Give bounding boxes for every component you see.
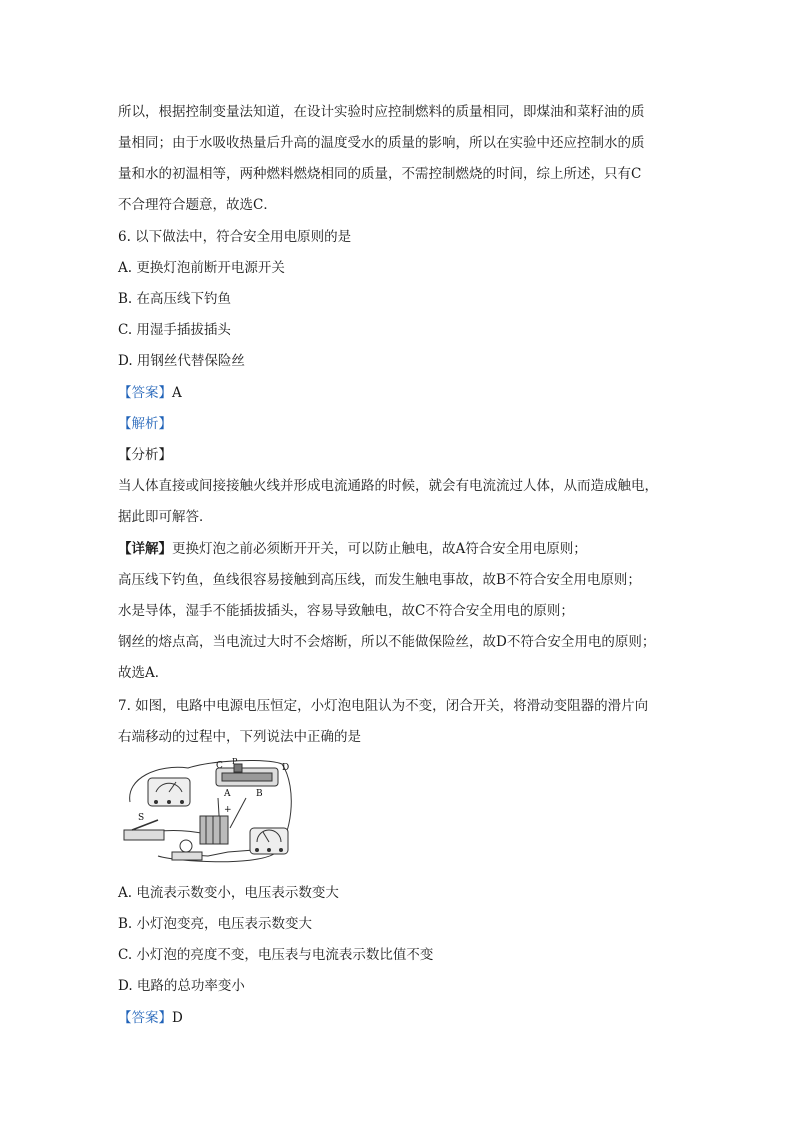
xiangjie-line-3: 水是导体，湿手不能插拔插头，容易导致触电，故C不符合安全用电的原则；	[118, 603, 574, 619]
xiangjie-line-5: 故选A．	[118, 665, 169, 681]
label-d: D	[282, 763, 290, 773]
q6-option-d: D. 用钢丝代替保险丝	[118, 353, 245, 369]
xiangjie-text-1: 更换灯泡之前必须断开开关，可以防止触电，故A符合安全用电原则；	[172, 541, 587, 557]
label-p: P	[232, 758, 238, 766]
q7-option-a: A. 电流表示数变小，电压表示数变大	[118, 885, 339, 901]
q7-answer-value: D	[172, 1010, 183, 1026]
prev-explanation-line-4: 不合理符合题意，故选C．	[118, 197, 277, 213]
label-b: B	[256, 789, 263, 799]
q6-stem: 6. 以下做法中，符合安全用电原则的是	[118, 229, 352, 245]
q7-option-c: C. 小灯泡的亮度不变，电压表与电流表示数比值不变	[118, 947, 434, 963]
q6-option-c: C. 用湿手插拔插头	[118, 322, 231, 338]
switch-icon	[124, 813, 164, 840]
fenxi-line-1: 当人体直接或间接接触火线并形成电流通路的时候，就会有电流流过人体，从而造成触电，	[118, 478, 658, 494]
q7-stem-line-1: 7. 如图，电路中电源电压恒定，小灯泡电阻认为不变，闭合开关，将滑动变阻器的滑片向	[118, 698, 649, 714]
prev-explanation-line-3: 量和水的初温相等，两种燃料燃烧相同的质量，不需控制燃烧的时间，综上所述，只有C	[118, 166, 642, 182]
xiangjie-line-4: 钢丝的熔点高，当电流过大时不会熔断，所以不能做保险丝，故D不符合安全用电的原则；	[118, 634, 656, 650]
label-s: S	[138, 813, 145, 823]
q6-answer-line	[118, 384, 182, 402]
q6-option-a: A. 更换灯泡前断开电源开关	[118, 260, 285, 276]
voltmeter-icon	[148, 778, 190, 806]
rheostat-icon	[216, 758, 289, 799]
xiangjie-line-1	[118, 540, 587, 558]
label-c: C	[216, 761, 223, 771]
fenxi-line-2: 据此即可解答．	[118, 509, 213, 525]
q7-stem-line-2: 右端移动的过程中，下列说法中正确的是	[118, 729, 361, 745]
xiangjie-line-2: 高压线下钓鱼，鱼线很容易接触到高压线，而发生触电事故，故B不符合安全用电原则；	[118, 572, 641, 588]
label-plus: +	[224, 805, 232, 815]
prev-explanation-line-1: 所以，根据控制变量法知道，在设计实验时应控制燃料的质量相同，即煤油和菜籽油的质	[118, 104, 645, 120]
ammeter-icon	[250, 828, 288, 854]
prev-explanation-line-2: 量相同；由于水吸收热量后升高的温度受水的质量的影响，所以在实验中还应控制水的质	[118, 135, 645, 151]
q7-answer-line	[118, 1009, 183, 1027]
circuit-figure	[118, 758, 298, 870]
xiangjie-tag: 【详解】	[118, 541, 172, 557]
bulb-icon	[172, 840, 202, 860]
jiexi-tag: 【解析】	[118, 416, 172, 432]
answer-tag: 【答案】	[118, 385, 172, 401]
fenxi-tag: 【分析】	[118, 447, 172, 463]
q7-answer-tag: 【答案】	[118, 1010, 172, 1026]
q7-option-b: B. 小灯泡变亮，电压表示数变大	[118, 916, 313, 932]
label-a: A	[224, 789, 231, 799]
q6-answer-value: A	[172, 385, 182, 401]
q6-option-b: B. 在高压线下钓鱼	[118, 291, 232, 307]
q7-option-d: D. 电路的总功率变小	[118, 978, 245, 994]
battery-icon	[200, 805, 232, 844]
